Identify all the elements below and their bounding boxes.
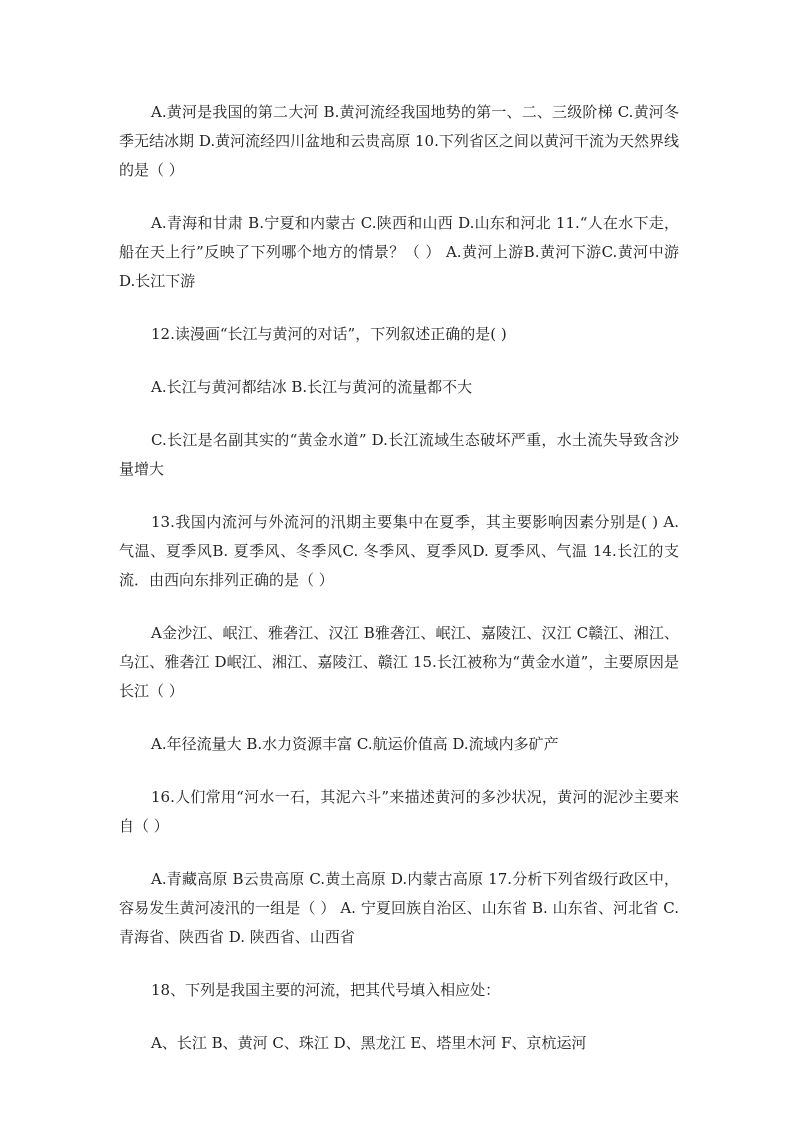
document-body [119,98,679,1082]
paragraph-q16: 16.人们常用“河水一石，其泥六斗”来描述黄河的多沙状况，黄河的泥沙主要来自（ ） [119,788,679,835]
paragraph-q15-options: A.年径流量大 B.水力资源丰富 C.航运价值高 D.流域内多矿产 [151,735,559,753]
paragraph-q13-q14: 13.我国内流河与外流河的汛期主要集中在夏季，其主要影响因素分别是( ) A. 气温、夏季风B. 夏季风、冬季风C. 冬季风、夏季风D. 夏季风、气温 14.长江的支流．由西向东排列正确的是（ ） [119,513,679,589]
paragraph-q12-options-ab: A.长江与黄河都结冰 B.长江与黄河的流量都不大 [151,378,473,396]
paragraph-q10-q11: A.青海和甘肃 B.宁夏和内蒙古 C.陕西和山西 D.山东和河北 11.“人在水下走，船在天上行”反映了下列哪个地方的情景？（ ） A.黄河上游B.黄河下游C.黄河中游 D.长江下游 [119,214,679,290]
paragraph-q12: 12.读漫画“长江与黄河的对话”，下列叙述正确的是( ) [151,325,507,343]
paragraph-q18-rivers: A、长江 B、黄河 C、珠江 D、黑龙江 E、塔里木河 F、京杭运河 [151,1034,587,1052]
paragraph-q18: 18、下列是我国主要的河流，把其代号填入相应处： [151,981,501,999]
paragraph-q14-options-q15: A金沙江、岷江、雅砻江、汉江 B雅砻江、岷江、嘉陵江、汉江 C赣江、湘江、乌江、雅砻江 D岷江、湘江、嘉陵江、赣江 15.长江被称为“黄金水道”，主要原因是长江（ ） [119,624,679,700]
paragraph-q9-options: A.黄河是我国的第二大河 B.黄河流经我国地势的第一、二、三级阶梯 C.黄河冬季无结冰期 D.黄河流经四川盆地和云贵高原 10.下列省区之间以黄河干流为天然界线的是（ ） [119,103,679,179]
paragraph-q16-options-q17: A.青藏高原 B云贵高原 C.黄土高原 D.内蒙古高原 17.分析下列省级行政区中，容易发生黄河凌汛的一组是（ ） A. 宁夏回族自治区、山东省 B. 山东省、河北省 C. 青海省、陕西省 D. 陕西省、山西省 [119,870,679,946]
paragraph-q12-options-cd: C.长江是名副其实的“黄金水道” D.长江流域生态破坏严重，水土流失导致含沙量增大 [119,431,679,478]
